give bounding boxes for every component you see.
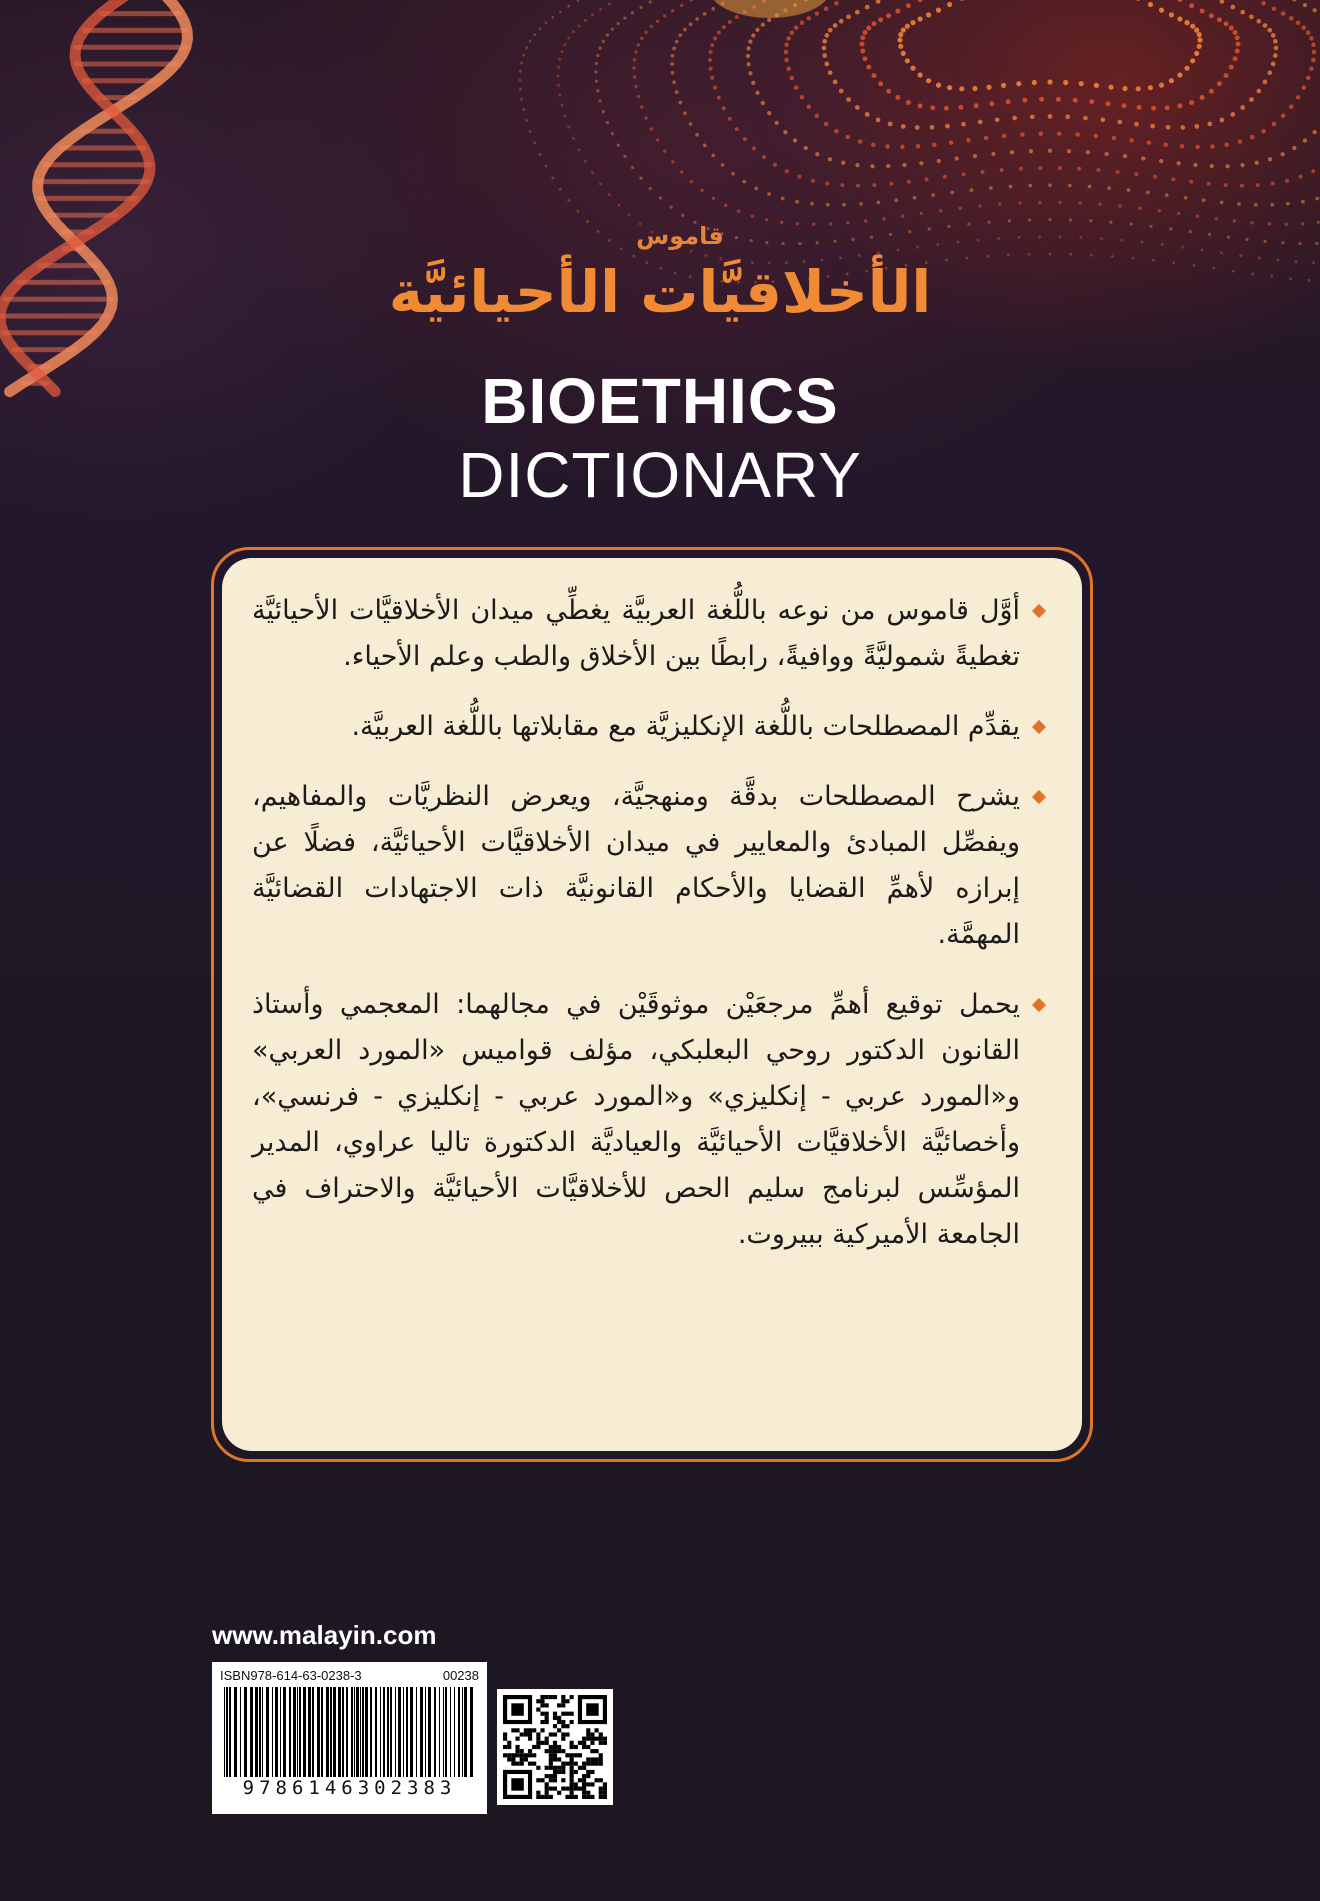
barcode-bars bbox=[220, 1687, 479, 1777]
isbn-barcode bbox=[212, 1662, 487, 1814]
bullet-text: يحمل توقيع أهمِّ مرجعَيْن موثوقَيْن في مجالهما: المعجمي وأستاذ القانون الدكتور روحي البعلبكي، مؤلف قواميس «المورد العربي» و«المورد عربي - إنكليزي» و«المورد عربي - إنكليزي - فرنسي»، وأخصائيَّة الأخلاقيَّات الأحيائيَّة والعياديَّة الدكتورة تاليا عراوي، المدير المؤسِّس لبرنامج سليم الحص للأخلاقيَّات الأحيائيَّة والاحتراف في الجامعة الأميركية ببيروت. bbox=[252, 989, 1020, 1250]
kicker-arabic: قاموس bbox=[636, 222, 724, 250]
description-panel-inner bbox=[222, 558, 1082, 1451]
diamond-bullet-icon bbox=[1032, 720, 1046, 734]
isbn-row bbox=[220, 1668, 479, 1683]
title-arabic: الأخلاقيَّات الأحيائيَّة bbox=[388, 258, 932, 326]
diamond-bullet-icon bbox=[1032, 790, 1046, 804]
title-english-line2: DICTIONARY bbox=[458, 439, 862, 511]
description-bullet bbox=[252, 704, 1044, 750]
diamond-bullet-icon bbox=[1032, 604, 1046, 618]
bullet-text: يشرح المصطلحات بدقَّة ومنهجيَّة، ويعرض النظريَّات والمفاهيم، ويفصِّل المبادئ والمعايير في ميدان الأخلاقيَّات الأحيائيَّة، فضلًا عن إبرازه لأهمِّ القضايا والأحكام القانونيَّة ذات الاجتهادات القضائيَّة المهمَّة. bbox=[252, 781, 1020, 950]
diamond-bullet-icon bbox=[1032, 998, 1046, 1012]
bullet-text: أوَّل قاموس من نوعه باللُّغة العربيَّة يغطِّي ميدان الأخلاقيَّات الأحيائيَّة تغطيةً شموليَّةً ووافيةً، رابطًا بين الأخلاق والطب وعلم الأحياء. bbox=[252, 595, 1020, 672]
description-panel bbox=[211, 547, 1093, 1462]
barcode-digits: 9786146302383 bbox=[242, 1777, 457, 1799]
description-bullet bbox=[252, 982, 1044, 1258]
qr-code bbox=[497, 1689, 613, 1805]
description-bullet bbox=[252, 774, 1044, 958]
bullet-text: يقدِّم المصطلحات باللُّغة الإنكليزيَّة مع مقابلاتها باللُّغة العربيَّة. bbox=[351, 711, 1020, 742]
isbn-text: ISBN978-614-63-0238-3 bbox=[220, 1668, 362, 1683]
publisher-url: www.malayin.com bbox=[212, 1620, 437, 1650]
title-english-line1: BIOETHICS bbox=[481, 365, 839, 437]
price-code: 00238 bbox=[442, 1668, 479, 1683]
qr-code-icon bbox=[503, 1695, 607, 1799]
description-bullet bbox=[252, 588, 1044, 680]
